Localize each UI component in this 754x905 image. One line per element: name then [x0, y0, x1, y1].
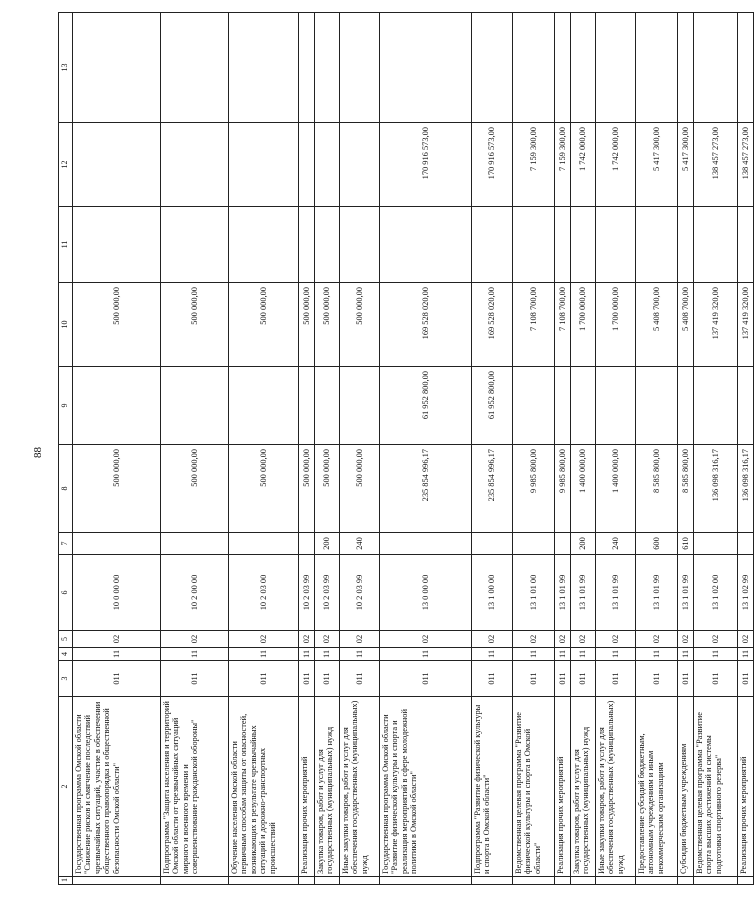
cell-ministry-code: 011 — [229, 661, 299, 697]
cell-amount-col10: 500 000,00 — [161, 283, 229, 367]
header-cell: 8 — [59, 445, 73, 533]
header-cell: 2 — [59, 697, 73, 877]
cell-amount-col9: 61 952 800,00 — [380, 367, 472, 445]
cell-item-name: Ведомственная целевая программа "Развитие спорта высших достижений и системы подготовки спортивного резерва" — [694, 697, 738, 877]
cell-amount-col9 — [513, 367, 555, 445]
cell-amount-col9 — [738, 367, 754, 445]
table-row — [299, 13, 315, 885]
header-cell: 12 — [59, 123, 73, 207]
cell-expense-type: 240 — [340, 533, 380, 555]
cell-ministry-code: 011 — [636, 661, 678, 697]
cell-amount-col12 — [299, 123, 315, 207]
cell-target-article: 13 1 00 00 — [472, 555, 513, 631]
cell-amount-col8: 500 000,00 — [340, 445, 380, 533]
cell-ministry-code: 011 — [738, 661, 754, 697]
cell-amount-col9 — [161, 367, 229, 445]
cell-subsection-code: 02 — [636, 631, 678, 648]
cell-target-article: 13 1 02 99 — [738, 555, 754, 631]
cell-amount-col8: 8 585 800,00 — [678, 445, 694, 533]
header-cell: 10 — [59, 283, 73, 367]
cell-item-name: Субсидии бюджетным учреждениям — [678, 697, 694, 877]
cell-subsection-code: 02 — [340, 631, 380, 648]
cell-amount-col9 — [636, 367, 678, 445]
cell-subsection-code: 02 — [73, 631, 161, 648]
cell-item-name: Предоставление субсидий бюджетным, автономным учреждениям и иным некоммерческим организациям — [636, 697, 678, 877]
cell-expense-type — [73, 533, 161, 555]
table-row — [513, 13, 555, 885]
cell-subsection-code: 02 — [678, 631, 694, 648]
cell-section-code: 11 — [299, 648, 315, 661]
cell-expense-type — [472, 533, 513, 555]
table-row — [380, 13, 472, 885]
cell-amount-col9 — [315, 367, 340, 445]
cell-empty — [738, 877, 754, 885]
cell-amount-col10: 7 108 700,00 — [555, 283, 571, 367]
cell-amount-col10: 5 408 700,00 — [636, 283, 678, 367]
cell-amount-col12: 5 417 300,00 — [678, 123, 694, 207]
cell-empty — [596, 877, 636, 885]
cell-empty — [513, 877, 555, 885]
cell-amount-col8: 500 000,00 — [229, 445, 299, 533]
cell-amount-col9 — [229, 367, 299, 445]
cell-amount-col13 — [636, 13, 678, 123]
cell-amount-col9 — [596, 367, 636, 445]
cell-amount-col8: 9 985 800,00 — [555, 445, 571, 533]
cell-item-name: Реализация прочих мероприятий — [299, 697, 315, 877]
cell-target-article: 13 1 01 99 — [636, 555, 678, 631]
cell-amount-col8: 500 000,00 — [315, 445, 340, 533]
cell-target-article: 13 1 01 00 — [513, 555, 555, 631]
cell-expense-type — [229, 533, 299, 555]
cell-amount-col13 — [299, 13, 315, 123]
cell-ministry-code: 011 — [315, 661, 340, 697]
cell-section-code: 11 — [738, 648, 754, 661]
cell-amount-col11 — [299, 207, 315, 283]
cell-empty — [73, 877, 161, 885]
cell-amount-col9 — [340, 367, 380, 445]
cell-subsection-code: 02 — [738, 631, 754, 648]
cell-amount-col13 — [340, 13, 380, 123]
page-number: 88 — [32, 447, 44, 458]
cell-section-code: 11 — [472, 648, 513, 661]
cell-amount-col9 — [571, 367, 596, 445]
cell-empty — [678, 877, 694, 885]
header-cell: 11 — [59, 207, 73, 283]
cell-amount-col13 — [229, 13, 299, 123]
cell-target-article: 10 2 00 00 — [161, 555, 229, 631]
cell-amount-col13 — [571, 13, 596, 123]
table-row — [161, 13, 229, 885]
cell-amount-col8: 9 985 800,00 — [513, 445, 555, 533]
cell-amount-col8: 235 854 996,17 — [472, 445, 513, 533]
cell-amount-col13 — [472, 13, 513, 123]
cell-amount-col11 — [738, 207, 754, 283]
cell-section-code: 11 — [340, 648, 380, 661]
cell-subsection-code: 02 — [299, 631, 315, 648]
cell-ministry-code: 011 — [571, 661, 596, 697]
cell-empty — [161, 877, 229, 885]
header-cell: 6 — [59, 555, 73, 631]
cell-section-code: 11 — [555, 648, 571, 661]
cell-item-name: Иные закупки товаров, работ и услуг для обеспечения государственных (муниципальных) нужд — [596, 697, 636, 877]
cell-amount-col12: 7 159 300,00 — [513, 123, 555, 207]
cell-empty — [315, 877, 340, 885]
cell-ministry-code: 011 — [555, 661, 571, 697]
table-row — [229, 13, 299, 885]
cell-amount-col10: 137 419 320,00 — [694, 283, 738, 367]
cell-amount-col10: 500 000,00 — [73, 283, 161, 367]
table-row — [678, 13, 694, 885]
cell-amount-col12 — [73, 123, 161, 207]
table-row — [340, 13, 380, 885]
cell-target-article: 13 1 01 99 — [678, 555, 694, 631]
cell-expense-type — [299, 533, 315, 555]
header-cell: 9 — [59, 367, 73, 445]
cell-subsection-code: 02 — [161, 631, 229, 648]
table-row — [596, 13, 636, 885]
cell-ministry-code: 011 — [161, 661, 229, 697]
cell-section-code: 11 — [571, 648, 596, 661]
cell-amount-col13 — [73, 13, 161, 123]
cell-amount-col13 — [694, 13, 738, 123]
cell-section-code: 11 — [73, 648, 161, 661]
cell-expense-type: 610 — [678, 533, 694, 555]
cell-amount-col11 — [636, 207, 678, 283]
table-row — [571, 13, 596, 885]
cell-expense-type: 240 — [596, 533, 636, 555]
table-row — [694, 13, 738, 885]
table-row — [555, 13, 571, 885]
cell-expense-type: 200 — [315, 533, 340, 555]
cell-amount-col13 — [596, 13, 636, 123]
cell-amount-col9: 61 952 800,00 — [472, 367, 513, 445]
header-cell: 5 — [59, 631, 73, 648]
cell-item-name: Подпрограмма "Развитие физической культуры и спорта в Омской области" — [472, 697, 513, 877]
cell-expense-type: 200 — [571, 533, 596, 555]
cell-amount-col11 — [229, 207, 299, 283]
cell-amount-col11 — [340, 207, 380, 283]
cell-amount-col11 — [73, 207, 161, 283]
cell-amount-col13 — [738, 13, 754, 123]
cell-ministry-code: 011 — [596, 661, 636, 697]
cell-amount-col8: 500 000,00 — [299, 445, 315, 533]
cell-amount-col11 — [380, 207, 472, 283]
cell-target-article: 10 2 03 99 — [299, 555, 315, 631]
cell-item-name: Подпрограмма "Защита населения и территорий Омской области от чрезвычайных ситуаций мирного и военного времени и совершенствование гражданской обороны" — [161, 697, 229, 877]
cell-amount-col13 — [315, 13, 340, 123]
table-row — [636, 13, 678, 885]
cell-expense-type — [694, 533, 738, 555]
cell-expense-type — [380, 533, 472, 555]
cell-amount-col10: 137 419 320,00 — [738, 283, 754, 367]
cell-section-code: 11 — [636, 648, 678, 661]
cell-expense-type: 600 — [636, 533, 678, 555]
cell-amount-col12 — [340, 123, 380, 207]
cell-item-name: Иные закупки товаров, работ и услуг для обеспечения государственных (муниципальных) нужд — [340, 697, 380, 877]
cell-amount-col10: 500 000,00 — [315, 283, 340, 367]
cell-section-code: 11 — [513, 648, 555, 661]
cell-amount-col11 — [472, 207, 513, 283]
cell-amount-col12: 1 742 000,00 — [596, 123, 636, 207]
cell-section-code: 11 — [229, 648, 299, 661]
cell-amount-col11 — [161, 207, 229, 283]
cell-item-name: Реализация прочих мероприятий — [738, 697, 754, 877]
cell-amount-col10: 169 528 020,00 — [380, 283, 472, 367]
cell-item-name: Государственная программа Омской области "Снижение рисков и смягчение последствий чрезвычайных ситуаций, участие в обеспечении общественного правопорядка и общественной безопасности Омской области" — [73, 697, 161, 877]
cell-amount-col12: 138 457 273,00 — [694, 123, 738, 207]
cell-target-article: 13 1 01 99 — [555, 555, 571, 631]
cell-amount-col12 — [315, 123, 340, 207]
cell-item-name: Ведомственная целевая программа "Развитие физической культуры и спорта в Омской области" — [513, 697, 555, 877]
cell-target-article: 13 1 01 99 — [596, 555, 636, 631]
header-cell: 7 — [59, 533, 73, 555]
cell-amount-col12: 7 159 300,00 — [555, 123, 571, 207]
cell-empty — [229, 877, 299, 885]
cell-amount-col12: 138 457 273,00 — [738, 123, 754, 207]
cell-amount-col10: 169 528 020,00 — [472, 283, 513, 367]
cell-section-code: 11 — [161, 648, 229, 661]
cell-empty — [636, 877, 678, 885]
cell-empty — [380, 877, 472, 885]
cell-section-code: 11 — [380, 648, 472, 661]
cell-amount-col12: 170 916 573,00 — [472, 123, 513, 207]
cell-amount-col13 — [555, 13, 571, 123]
table-row — [73, 13, 161, 885]
cell-amount-col13 — [380, 13, 472, 123]
cell-item-name: Закупка товаров, работ и услуг для государственных (муниципальных) нужд — [315, 697, 340, 877]
table-row — [738, 13, 754, 885]
cell-amount-col11 — [315, 207, 340, 283]
cell-empty — [571, 877, 596, 885]
cell-section-code: 11 — [596, 648, 636, 661]
cell-expense-type — [513, 533, 555, 555]
cell-amount-col11 — [694, 207, 738, 283]
cell-amount-col12: 170 916 573,00 — [380, 123, 472, 207]
cell-subsection-code: 02 — [596, 631, 636, 648]
cell-amount-col11 — [596, 207, 636, 283]
cell-subsection-code: 02 — [513, 631, 555, 648]
cell-subsection-code: 02 — [571, 631, 596, 648]
cell-empty — [694, 877, 738, 885]
cell-expense-type — [738, 533, 754, 555]
cell-section-code: 11 — [678, 648, 694, 661]
cell-ministry-code: 011 — [340, 661, 380, 697]
cell-amount-col10: 500 000,00 — [340, 283, 380, 367]
cell-amount-col13 — [513, 13, 555, 123]
cell-subsection-code: 02 — [380, 631, 472, 648]
budget-table — [58, 12, 754, 885]
cell-amount-col12: 1 742 000,00 — [571, 123, 596, 207]
cell-amount-col8: 235 854 996,17 — [380, 445, 472, 533]
cell-amount-col11 — [571, 207, 596, 283]
cell-empty — [299, 877, 315, 885]
cell-ministry-code: 011 — [472, 661, 513, 697]
cell-target-article: 10 0 00 00 — [73, 555, 161, 631]
header-cell: 1 — [59, 877, 73, 885]
table-body — [73, 13, 754, 885]
cell-expense-type — [161, 533, 229, 555]
cell-section-code: 11 — [694, 648, 738, 661]
cell-target-article: 10 2 03 00 — [229, 555, 299, 631]
cell-target-article: 13 1 01 99 — [571, 555, 596, 631]
cell-amount-col10: 7 108 700,00 — [513, 283, 555, 367]
header-cell: 3 — [59, 661, 73, 697]
cell-target-article: 13 0 00 00 — [380, 555, 472, 631]
cell-ministry-code: 011 — [380, 661, 472, 697]
cell-ministry-code: 011 — [299, 661, 315, 697]
cell-amount-col12: 5 417 300,00 — [636, 123, 678, 207]
cell-target-article: 10 2 03 99 — [315, 555, 340, 631]
cell-amount-col11 — [513, 207, 555, 283]
cell-empty — [472, 877, 513, 885]
cell-subsection-code: 02 — [229, 631, 299, 648]
cell-amount-col13 — [678, 13, 694, 123]
cell-empty — [555, 877, 571, 885]
cell-item-name: Обучение населения Омской области первичным способам защиты от опасностей, возникающих в результате чрезвычайных ситуаций и дорожно-транспортных происшествий — [229, 697, 299, 877]
cell-amount-col12 — [161, 123, 229, 207]
cell-subsection-code: 02 — [472, 631, 513, 648]
cell-ministry-code: 011 — [73, 661, 161, 697]
cell-section-code: 11 — [315, 648, 340, 661]
cell-amount-col9 — [555, 367, 571, 445]
cell-item-name: Государственная программа Омской области "Развитие физической культуры и спорта и реализация мероприятий в сфере молодежной политики в Омской области" — [380, 697, 472, 877]
cell-expense-type — [555, 533, 571, 555]
cell-amount-col13 — [161, 13, 229, 123]
cell-amount-col12 — [229, 123, 299, 207]
cell-amount-col9 — [73, 367, 161, 445]
cell-amount-col8: 1 400 000,00 — [571, 445, 596, 533]
cell-amount-col10: 1 700 000,00 — [571, 283, 596, 367]
cell-amount-col8: 136 098 316,17 — [694, 445, 738, 533]
cell-amount-col8: 1 400 000,00 — [596, 445, 636, 533]
cell-target-article: 13 1 02 00 — [694, 555, 738, 631]
cell-amount-col9 — [678, 367, 694, 445]
cell-amount-col8: 500 000,00 — [73, 445, 161, 533]
cell-amount-col8: 136 098 316,17 — [738, 445, 754, 533]
cell-amount-col8: 500 000,00 — [161, 445, 229, 533]
cell-target-article: 10 2 03 99 — [340, 555, 380, 631]
cell-amount-col9 — [299, 367, 315, 445]
cell-amount-col10: 5 408 700,00 — [678, 283, 694, 367]
cell-subsection-code: 02 — [694, 631, 738, 648]
cell-item-name: Реализация прочих мероприятий — [555, 697, 571, 877]
cell-amount-col11 — [555, 207, 571, 283]
header-cell: 13 — [59, 13, 73, 123]
cell-ministry-code: 011 — [694, 661, 738, 697]
cell-amount-col10: 1 700 000,00 — [596, 283, 636, 367]
cell-subsection-code: 02 — [555, 631, 571, 648]
cell-subsection-code: 02 — [315, 631, 340, 648]
cell-amount-col10: 500 000,00 — [229, 283, 299, 367]
table-row — [315, 13, 340, 885]
cell-ministry-code: 011 — [513, 661, 555, 697]
cell-amount-col9 — [694, 367, 738, 445]
table-row — [472, 13, 513, 885]
cell-amount-col11 — [678, 207, 694, 283]
cell-empty — [340, 877, 380, 885]
cell-item-name: Закупка товаров, работ и услуг для государственных (муниципальных) нужд — [571, 697, 596, 877]
header-cell: 4 — [59, 648, 73, 661]
cell-ministry-code: 011 — [678, 661, 694, 697]
header-row — [59, 13, 73, 885]
cell-amount-col8: 8 585 800,00 — [636, 445, 678, 533]
cell-amount-col10: 500 000,00 — [299, 283, 315, 367]
